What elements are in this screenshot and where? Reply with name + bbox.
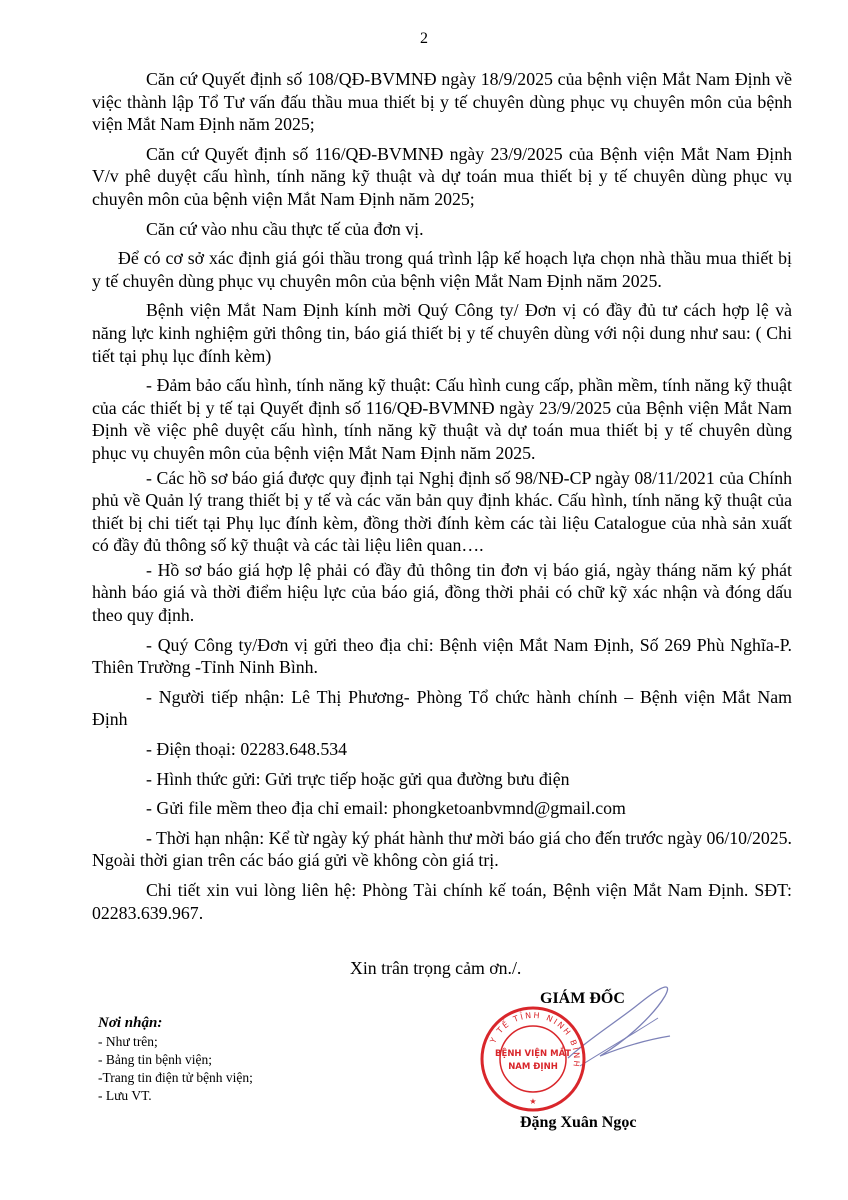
signer-name: Đặng Xuân Ngọc — [520, 1114, 637, 1131]
svg-text:BỆNH VIỆN MẮT: BỆNH VIỆN MẮT — [495, 1049, 571, 1059]
paragraph-legal-basis-1: Căn cứ Quyết định số 108/QĐ-BVMNĐ ngày 18/9/2025 của bệnh viện Mắt Nam Định về việc thành lập Tổ Tư vấn đấu thầu mua thiết bị y tế chuyên dùng phục vụ chuyên môn của bệnh viện Mắt Nam Định năm 2025; — [92, 69, 792, 135]
paragraph-contact: Chi tiết xin vui lòng liên hệ: Phòng Tài chính kế toán, Bệnh viện Mắt Nam Định. SĐT: 02283.639.967. — [92, 880, 792, 923]
recipient-item: - Bảng tin bệnh viện; — [98, 1052, 212, 1067]
requirement-phone: - Điện thoại: 02283.648.534 — [146, 739, 348, 760]
recipient-item: - Như trên; — [98, 1034, 158, 1049]
requirement-send-method: - Hình thức gửi: Gửi trực tiếp hoặc gửi qua đường bưu điện — [146, 768, 570, 789]
paragraph-legal-basis-2: Căn cứ Quyết định số 116/QĐ-BVMNĐ ngày 23/9/2025 của Bệnh viện Mắt Nam Định V/v phê duyệt cấu hình, tính năng kỹ thuật và dự toán mua thiết bị y tế chuyên dùng phục vụ chuyên môn của bệnh viện Mắt Nam Định năm 2025; — [92, 143, 792, 209]
requirement-receiver: - Người tiếp nhận: Lê Thị Phương- Phòng Tổ chức hành chính – Bệnh viện Mắt Nam Định — [92, 686, 792, 730]
requirement-address: - Quý Công ty/Đơn vị gửi theo địa chỉ: Bệnh viện Mắt Nam Định, Số 269 Phù Nghĩa-P. Thiên Trường -Tỉnh Ninh Bình. — [92, 634, 792, 678]
svg-text:Y TẾ TỈNH NINH BÌNH: Y TẾ TỈNH NINH BÌNH — [488, 1010, 582, 1070]
official-stamp-icon — [478, 1004, 588, 1114]
recipients-block — [98, 1014, 253, 1105]
recipients-title: Nơi nhận: — [98, 1015, 163, 1031]
requirement-deadline: - Thời hạn nhận: Kể từ ngày ký phát hành thư mời báo giá cho đến trước ngày 06/10/2025. Ngoài thời gian trên các báo giá gửi về không còn giá trị. — [92, 827, 792, 871]
requirement-valid-quote: - Hồ sơ báo giá hợp lệ phải có đầy đủ thông tin đơn vị báo giá, ngày tháng năm ký phát hành báo giá và thời điểm hiệu lực của báo giá, đồng thời phải có chữ kỹ xác nhận và đóng dấu theo quy định. — [92, 559, 792, 626]
paragraph-purpose: Để có cơ sở xác định giá gói thầu trong quá trình lập kế hoạch lựa chọn nhà thầu mua thiết bị y tế chuyên dùng phục vụ chuyên môn của bệnh viện Mắt Nam Định năm 2025. — [92, 248, 792, 291]
page-number: 2 — [420, 30, 428, 47]
requirement-documents: - Các hồ sơ báo giá được quy định tại Nghị định số 98/NĐ-CP ngày 08/11/2021 của Chính phủ về Quản lý trang thiết bị y tế và các văn bản quy định khác. Cấu hình, tính năng kỹ thuật của thiết bị chi tiết tại Phụ lục đính kèm, đồng thời đính kèm các tài liệu Catalogue của nhà sản xuất có đầy đủ thông số kỹ thuật và các tài liệu liên quan…. — [92, 467, 792, 556]
recipient-item: - Lưu VT. — [98, 1088, 152, 1103]
recipient-item: -Trang tin điện tử bệnh viện; — [98, 1070, 253, 1085]
letter-body — [92, 68, 792, 931]
requirement-configuration: - Đảm bảo cấu hình, tính năng kỹ thuật: Cấu hình cung cấp, phần mềm, tính năng kỹ thuật của các thiết bị y tế tại Quyết định số 116/QĐ-BVMNĐ ngày 23/9/2025 của Bệnh viện Mắt Nam Định về việc phê duyệt cấu hình, tính năng kỹ thuật và dự toán mua thiết bị y tế chuyên dùng phục vụ chuyên môn của bệnh viện Mắt Nam Định năm 2025. — [92, 375, 792, 463]
requirement-email: - Gửi file mềm theo địa chỉ email: phongketoanbvmnd@gmail.com — [146, 798, 626, 819]
svg-text:NAM ĐỊNH: NAM ĐỊNH — [508, 1062, 558, 1072]
signature-title: GIÁM ĐỐC — [540, 990, 625, 1007]
paragraph-invitation: Bệnh viện Mắt Nam Định kính mời Quý Công ty/ Đơn vị có đầy đủ tư cách hợp lệ và năng lực kinh nghiệm gửi thông tin, báo giá thiết bị y tế chuyên dùng với nội dung như sau: ( Chi tiết tại phụ lục đính kèm) — [92, 300, 792, 366]
svg-text:★: ★ — [529, 1097, 537, 1106]
closing-thanks: Xin trân trọng cảm ơn./. — [350, 958, 522, 978]
paragraph-legal-basis-3: Căn cứ vào nhu cầu thực tế của đơn vị. — [146, 218, 424, 239]
